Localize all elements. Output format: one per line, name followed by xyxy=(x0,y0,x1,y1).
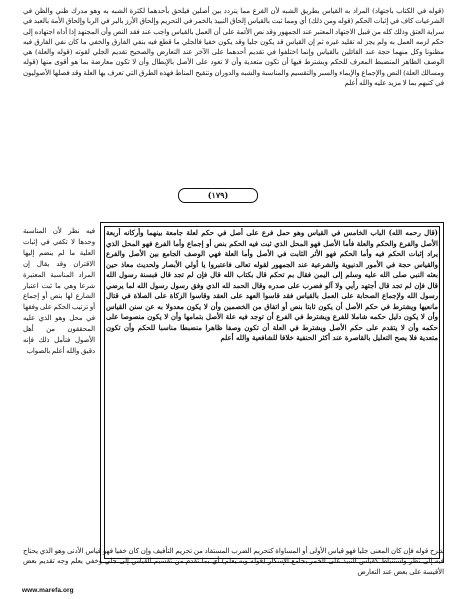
main-text: (قال رحمه الله) الباب الخامس في القياس وهو حمل فرع على أصل في حكم لعلة جامعة بينهما وأركانه أربعة الأصل والفرع والحكم والعلة فأما الأصل فهو المحل الذي ثبت فيه الحكم بنص أو إجماع وأما الفرع فهو المحل الذي يراد إثبات الحكم فيه وأما الحكم فهو الأثر الثابت في الأصل وأما العلة فهي الوصف الجامع بين الأصل والفرع والقياس حجة في الأمور الدنيوية والشرعية عند الجمهور لقوله تعالى فاعتبروا يا أولي الأبصار ولحديث معاذ حين بعثه النبي صلى الله عليه وسلم إلى اليمن فقال بم تحكم قال بكتاب الله قال فإن لم تجد قال فبسنة رسول الله قال فإن لم تجد قال أجتهد رأيي ولا آلو فضرب على صدره وقال الحمد لله الذي وفق رسول رسول الله لما يرضي رسول الله ولإجماع الصحابة على العمل بالقياس فقد قاسوا العهد على العقد وقاسوا الزكاة على الصلاة في قتال مانعيها ويشترط في حكم الأصل أن يكون ثابتا بنص أو اتفاق من الخصمين وأن لا يكون معدولا به عن سنن القياس وأن لا يكون دليل حكمه شاملا للفرع ويشترط في الفرع أن توجد فيه علة الأصل بتمامها وأن لا يكون منصوصا على حكمه وأن لا يتقدم على حكم الأصل ويشترط في العلة أن تكون وصفا ظاهرا منضبطا مناسبا للحكم وأن تكون متعدية فلا يصح التعليل بالقاصرة عند أكثر الحنفية خلافا للشافعية والله أعلم xyxy=(106,228,438,342)
side-commentary: فيه نظر لأن المناسبة وحدها لا تكفي في إثبات العلية ما لم ينضم إليها الاقتران وقد يقال إن المراد المناسبة المعتبرة شرعا وهي ما ثبت اعتبار الشارع لها بنص أو إجماع أو ترتيب الحكم على وفقها في محل وهو الذي عليه المحققون من أهل الأصول فتأمل ذلك فإنه دقيق والله أعلم بالصواب xyxy=(23,227,95,355)
bottom-commentary: شرح قوله فإن كان المعنى جليا فهو قياس الأولى أو المساواة كتحريم الضرب المستفاد من تحريم التأفيف وإن كان خفيا فهو قياس الأدنى وهو الذي يحتاج فيه إلى نظر واستنباط كقياس النبيذ على الخمر بجامع الإسكار (قوله وبه يعلم) أي بما تقدم من تقسيم القياس إلى جلي وخفي يعلم وجه تقديم بعض الأقيسة على بعض عند التعارض xyxy=(23,547,444,576)
top-commentary: (قوله في الكتاب باجتهاد) المراد به القياس بطريق الشبه لأن الفرع مما يتردد بين أصلين فيلحق بأحدهما لكثرة الشبه به وهو مدرك ظني والظن في الشرعيات كاف في إثبات الحكم (قوله ومن ذلك) أي ومما ثبت بالقياس إلحاق النبيذ بالخمر في التحريم وإلحاق الأرز بالبر في الربا وإلحاق الأمة بالعبد في سراية العتق وذلك كله من قبيل الاجتهاد المعتبر عند الجمهور وقد نص الأئمة على أن العمل بالقياس واجب عند فقد النص وأن المجتهد إذا أداه اجتهاده إلى حكم لزمه العمل به ولم يجز له تقليد غيره ثم إن القياس قد يكون جليا وقد يكون خفيا فالجلي ما قطع فيه بنفي الفارق والخفي ما كان نفي الفارق فيه مظنونا وكل منهما حجة عند القائلين بالقياس وإنما اختلفوا في تقديم أحدهما على الآخر عند التعارض والصحيح تقديم الجلي لقوته (قوله والعلة) هي الوصف الظاهر المنضبط المعرف للحكم ويشترط فيها أن تكون متعدية وأن لا تعود على الأصل بالإبطال وأن لا تكون معارضة بما هو أقوى منها (قوله ومسالك العلة) النص والإجماع والإيماء والسبر والتقسيم والمناسبة والشبه والدوران وتنقيح المناط فهذه الطرق التي تعرف بها العلة وقد فصلها الأصوليون في كتبهم بما لا مزيد عليه والله أعلم xyxy=(23,7,444,88)
page-number: (١٧٩) xyxy=(178,188,258,203)
source-url: www.marefa.org xyxy=(22,587,74,594)
